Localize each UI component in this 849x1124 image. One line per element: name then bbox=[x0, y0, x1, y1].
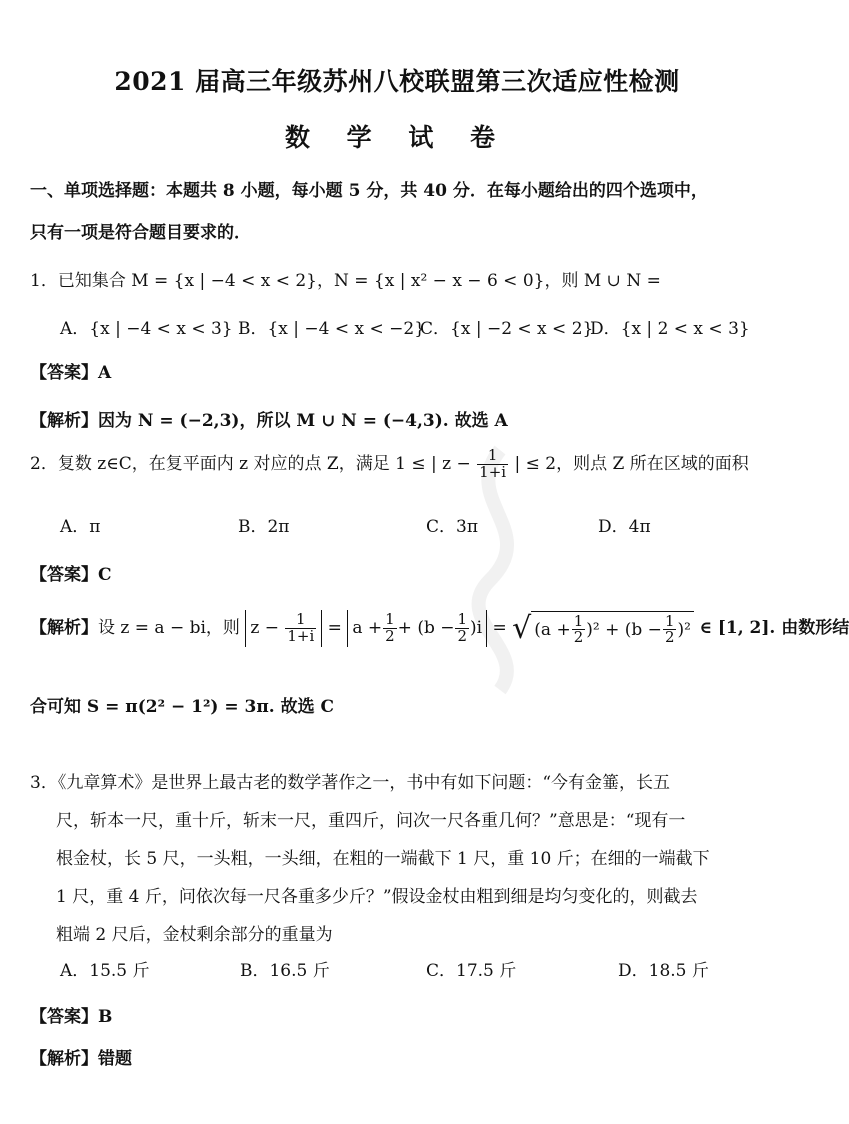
q2-frac-num: 1 bbox=[477, 448, 508, 465]
q3-line-1: 3．《九章算术》是世界上最古老的数学著作之一，书中有如下问题：“今有金箠，长五 bbox=[30, 773, 671, 793]
q2-abs1-num: 1 bbox=[285, 612, 316, 629]
q2-sqrt bbox=[531, 611, 694, 647]
q3-option-d: D．18.5 斤 bbox=[618, 961, 709, 981]
q2-abs-right bbox=[347, 610, 487, 647]
q1-answer bbox=[30, 358, 111, 383]
q2-half3 bbox=[572, 611, 586, 647]
q2-abs2-b: + (b − bbox=[397, 617, 455, 638]
q2-analysis bbox=[30, 610, 849, 647]
q1-option-d: D．{x | 2 < x < 3} bbox=[590, 319, 750, 339]
q2-analysis-a: 设 z = a − bi，则 bbox=[98, 617, 240, 638]
q2-half1 bbox=[383, 612, 397, 645]
q2-stem bbox=[30, 448, 749, 481]
q2-half2 bbox=[455, 612, 469, 645]
q3-line-3: 根金杖，长 5 尺，一头粗，一头细，在粗的一端截下 1 尺，重 10 斤；在细的一端截下 bbox=[56, 849, 710, 869]
q2-abs-left bbox=[245, 610, 322, 647]
analysis-label: 【解析】 bbox=[30, 617, 98, 638]
q1-option-a: A．{x | −4 < x < 3} bbox=[60, 319, 233, 339]
q1-stem: 1．已知集合 M = {x | −4 < x < 2}，N = {x | x² − x − 6 < 0}，则 M ∪ N = bbox=[30, 271, 661, 291]
section-heading-line1: 一、单项选择题：本题共 8 小题，每小题 5 分，共 40 分．在每小题给出的四个选项中， bbox=[30, 181, 708, 201]
q2-option-d: D．4π bbox=[598, 517, 651, 537]
q2-abs2-a: a + bbox=[352, 617, 383, 638]
answer-label: 【答案】 bbox=[30, 1007, 98, 1027]
q3-line-2: 尺，斩本一尺，重十斤，斩末一尺，重四斤，问次一尺各重几何？”意思是：“现有一 bbox=[56, 811, 686, 831]
q2-frac-den: 1+i bbox=[479, 462, 507, 481]
q3-line-4: 1 尺，重 4 斤，问依次每一尺各重多少斤？”假设金杖由粗到细是均匀变化的，则截去 bbox=[56, 887, 698, 907]
q3-answer bbox=[30, 1002, 112, 1027]
q3-option-c: C．17.5 斤 bbox=[426, 961, 517, 981]
q3-answer-value: B bbox=[98, 1007, 113, 1027]
q2-option-a: A．π bbox=[60, 517, 101, 537]
analysis-label: 【解析】 bbox=[30, 1049, 98, 1069]
q2-half2-den: 2 bbox=[457, 626, 468, 645]
q2-half4 bbox=[663, 611, 677, 647]
q3-analysis-text: 错题 bbox=[98, 1049, 132, 1069]
q1-option-b: B．{x | −4 < x < −2} bbox=[238, 319, 426, 339]
analysis-label: 【解析】 bbox=[30, 411, 98, 431]
q2-analysis-b: ∈ [1, 2]. 由数形结 bbox=[699, 617, 849, 638]
q2-eq1: = bbox=[327, 617, 342, 638]
q2-abs1-den: 1+i bbox=[287, 626, 315, 645]
q2-half2-num: 1 bbox=[457, 610, 468, 628]
q1-answer-value: A bbox=[98, 363, 112, 383]
q2-abs2-c: )i bbox=[470, 617, 483, 638]
q2-answer bbox=[30, 560, 112, 585]
q3-option-a: A．15.5 斤 bbox=[60, 961, 150, 981]
q1-analysis bbox=[30, 406, 508, 431]
q1-option-c: C．{x | −2 < x < 2} bbox=[420, 319, 594, 339]
q2-half1-num: 1 bbox=[385, 610, 395, 628]
q2-sqrt-c: )² bbox=[677, 619, 691, 640]
q2-stem-a: 2．复数 z∈C，在复平面内 z 对应的点 Z，满足 1 ≤ | z − bbox=[30, 453, 471, 474]
q2-half1-den: 2 bbox=[385, 626, 395, 645]
q2-abs1-frac bbox=[285, 612, 316, 645]
q2-eq2: = bbox=[492, 617, 507, 638]
exam-title: 2021 届高三年级苏州八校联盟第三次适应性检测 bbox=[114, 67, 680, 96]
q2-abs1-pre: z − bbox=[250, 617, 279, 638]
q3-option-b: B．16.5 斤 bbox=[240, 961, 330, 981]
q1-analysis-text: 因为 N = (−2,3)，所以 M ∪ N = (−4,3). 故选 A bbox=[98, 411, 508, 431]
sqrt-icon: √ bbox=[512, 610, 532, 646]
q2-sqrt-b: )² + (b − bbox=[586, 619, 662, 640]
q2-half3-num: 1 bbox=[573, 611, 584, 630]
q2-analysis-c: 合可知 S = π(2² − 1²) = 3π. 故选 C bbox=[30, 697, 335, 717]
q3-line-5: 粗端 2 尺后，金杖剩余部分的重量为 bbox=[56, 925, 333, 945]
q2-option-b: B．2π bbox=[238, 517, 290, 537]
q2-answer-value: C bbox=[98, 565, 112, 585]
answer-label: 【答案】 bbox=[30, 363, 98, 383]
q3-analysis bbox=[30, 1044, 132, 1069]
q2-half3-den: 2 bbox=[573, 628, 584, 647]
q2-half4-num: 1 bbox=[664, 611, 675, 630]
section-heading-line2: 只有一项是符合题目要求的． bbox=[30, 223, 251, 243]
answer-label: 【答案】 bbox=[30, 565, 98, 585]
q2-half4-den: 2 bbox=[664, 628, 675, 647]
q2-sqrt-a: (a + bbox=[534, 619, 571, 640]
exam-subtitle: 数 学 试 卷 bbox=[284, 123, 510, 152]
q2-option-c: C．3π bbox=[426, 517, 478, 537]
q2-stem-b: | ≤ 2，则点 Z 所在区域的面积 bbox=[514, 453, 749, 474]
q2-fraction bbox=[477, 448, 508, 481]
